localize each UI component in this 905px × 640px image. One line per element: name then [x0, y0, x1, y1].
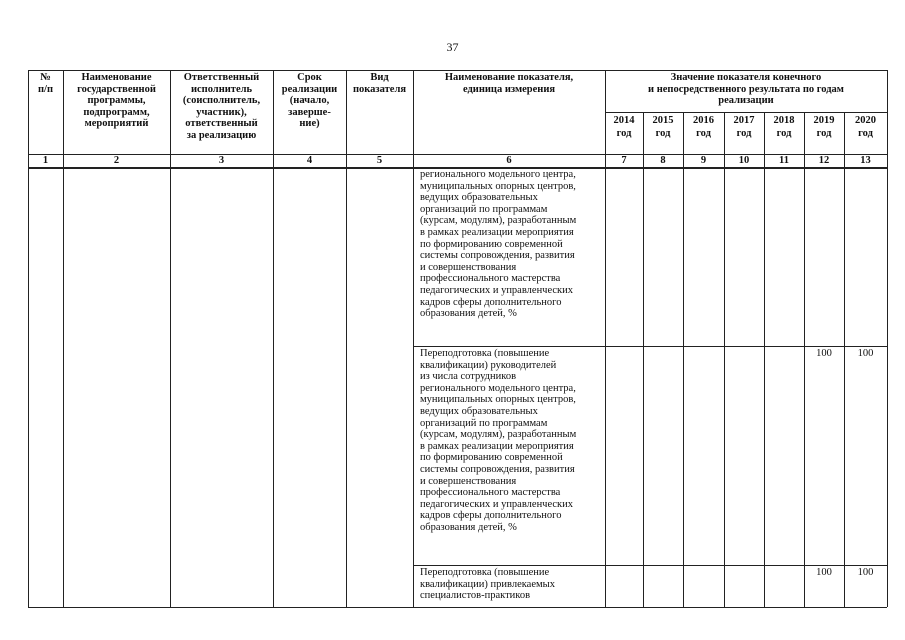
column-line: [764, 112, 765, 607]
indicator-text: регионального модельного центра, муниципальных опорных центров, ведущих образовательных организаций по программам (курсам, модулям), разработанным в рамках реализации мероприятия по формированию современной системы сопровождения, развития и совершенствования профессионального мастерства педагогических и управленческих кадров сферы дополнительного образования детей, %: [420, 169, 577, 320]
header-bottom-line: [28, 154, 887, 155]
column-number: 12: [818, 155, 830, 166]
column-number: 3: [218, 155, 225, 166]
column-number: 8: [660, 155, 666, 166]
column-number: 5: [376, 155, 383, 166]
header-year-2017: 2017 год: [733, 115, 755, 139]
column-line: [804, 112, 805, 607]
column-line: [844, 112, 845, 607]
table-border-bottom: [28, 607, 887, 608]
header-year-2016: 2016 год: [693, 115, 714, 139]
row-divider: [413, 565, 887, 566]
value-2019: 100: [816, 348, 832, 359]
header-col-period: Срок реализации (начало, заверше- ние): [281, 72, 338, 129]
number-row-bottom-line: [28, 167, 887, 169]
column-line: [413, 70, 414, 607]
page-number: 37: [446, 40, 459, 54]
header-col-indicator: Наименование показателя, единица измерения: [444, 72, 574, 95]
indicator-text: Переподготовка (повышение квалификации) привлекаемых специалистов-практиков: [420, 567, 555, 602]
header-col-name: Наименование государственной программы, подпрограмм, мероприятий: [77, 72, 156, 129]
indicator-text: Переподготовка (повышение квалификации) руководителей из числа сотрудников регионального модельного центра, муниципальных опорных центров, ведущих образовательных организаций по программам (курсам, модулям), разработанным в рамках реализации мероприятия по формированию современной системы сопровождения, развития и совершенствования профессионального мастерства педагогических и управленческих кадров сферы дополнительного образования детей, %: [420, 348, 577, 533]
header-year-2015: 2015 год: [652, 115, 674, 139]
column-line: [273, 70, 274, 607]
column-line: [170, 70, 171, 607]
column-line: [643, 112, 644, 607]
column-number: 9: [700, 155, 707, 166]
column-number: 10: [738, 155, 750, 166]
header-col-values: Значение показателя конечного и непосредственного результата по годам реализации: [648, 72, 844, 106]
header-year-2018: 2018 год: [773, 115, 795, 139]
column-number: 7: [621, 155, 627, 166]
header-year-2014: 2014 год: [613, 115, 635, 139]
column-line: [346, 70, 347, 607]
column-number: 13: [860, 155, 871, 166]
value-2019: 100: [816, 567, 832, 578]
column-line: [63, 70, 64, 607]
row-divider: [413, 346, 887, 347]
column-number: 2: [113, 155, 120, 166]
column-line: [683, 112, 684, 607]
value-2020: 100: [857, 567, 874, 578]
column-number: 1: [42, 155, 49, 166]
header-year-2020: 2020 год: [855, 115, 876, 139]
column-number: 4: [306, 155, 313, 166]
column-line: [887, 70, 888, 607]
column-line: [724, 112, 725, 607]
column-number: 11: [779, 155, 789, 166]
header-year-2019: 2019 год: [813, 115, 835, 139]
header-col-type: Вид показателя: [352, 72, 407, 95]
column-line: [28, 70, 29, 607]
value-2020: 100: [857, 348, 874, 359]
column-number: 6: [506, 155, 512, 166]
header-col-executor: Ответственный исполнитель (соисполнитель, участник), ответственный за реализацию: [182, 72, 261, 141]
header-col-num: № п/п: [37, 72, 54, 95]
table-border-top: [28, 70, 887, 71]
column-line: [605, 70, 606, 607]
